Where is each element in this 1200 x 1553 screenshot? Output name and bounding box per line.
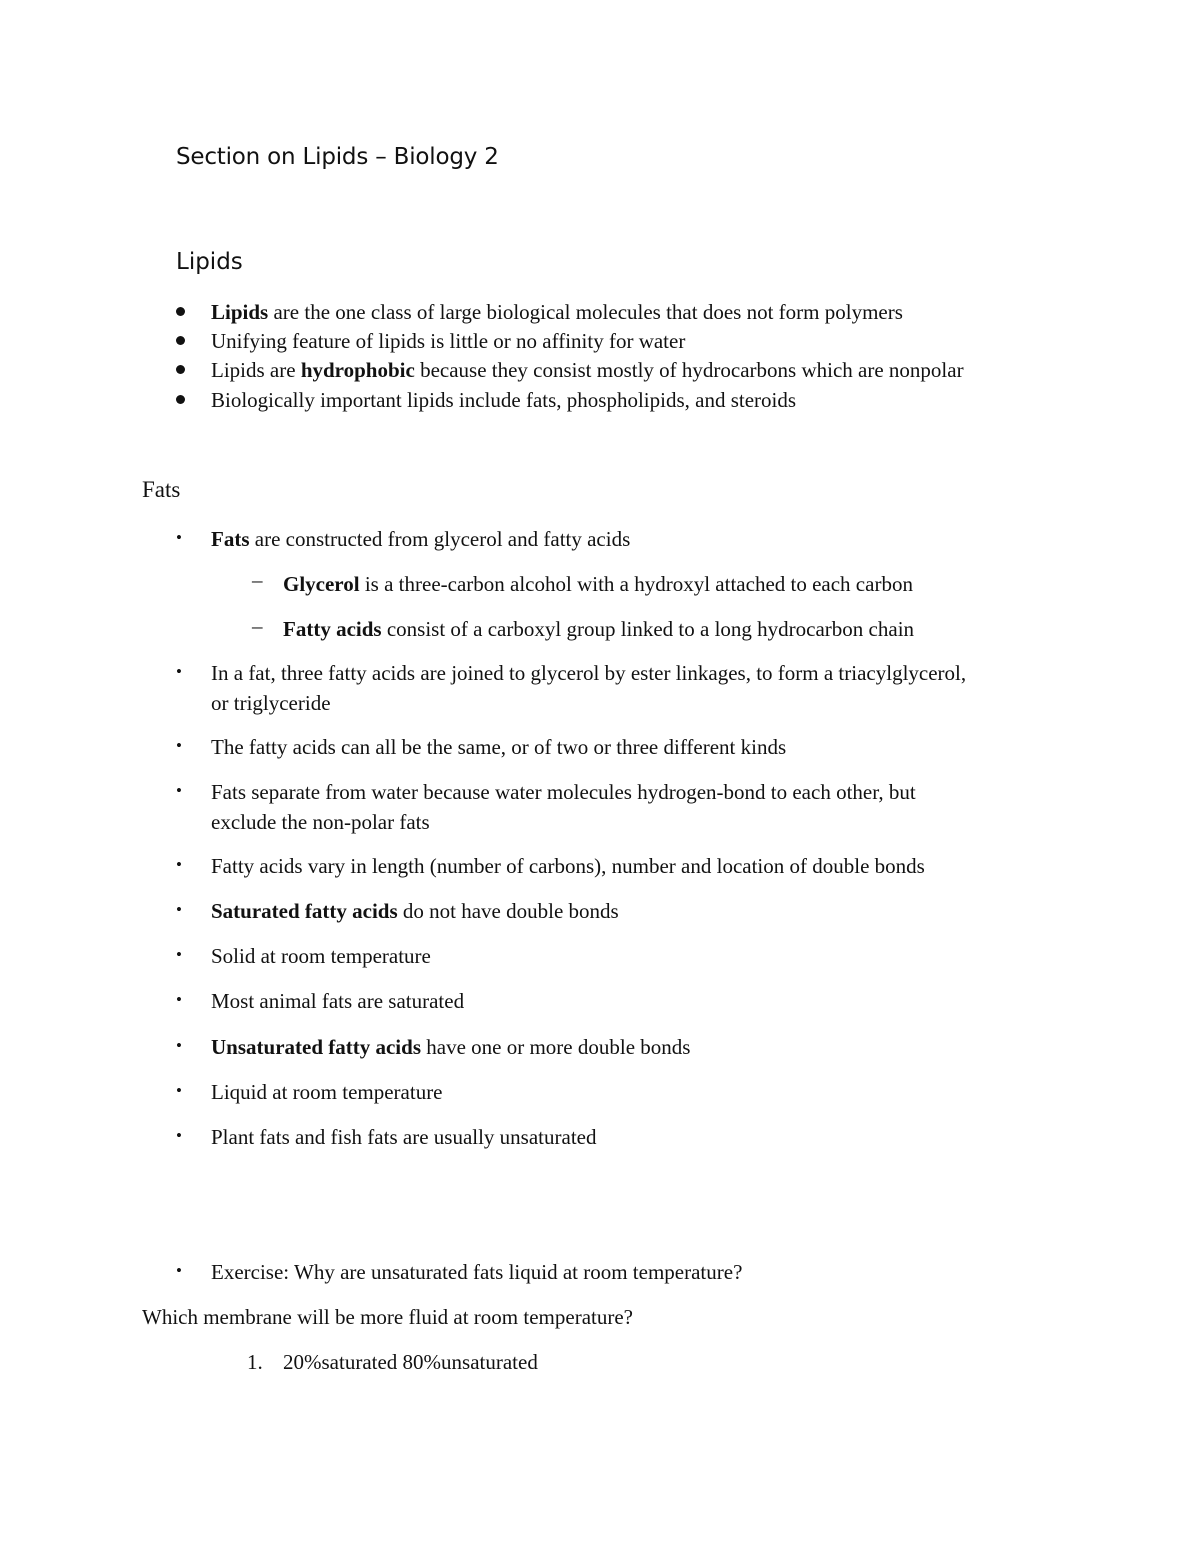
list-item xyxy=(211,986,464,1016)
item-text: Biologically important lipids include fats, phospholipids, and steroids xyxy=(211,388,797,412)
option-number: 1. xyxy=(247,1350,263,1374)
list-item xyxy=(211,1032,690,1062)
list-item xyxy=(211,385,796,415)
list-item xyxy=(211,1122,596,1152)
item-text: are the one class of large biological molecules that does not form polymers xyxy=(268,300,903,324)
sub-list-item xyxy=(283,614,914,644)
item-text: are constructed from glycerol and fatty acids xyxy=(249,527,631,551)
bold-term: hydrophobic xyxy=(300,358,415,382)
bullet-icon: • xyxy=(176,1036,182,1055)
list-item xyxy=(211,941,431,971)
item-text: do not have double bonds xyxy=(397,899,619,923)
list-item xyxy=(211,777,916,807)
list-item xyxy=(211,1077,443,1107)
page-title: Section on Lipids – Biology 2 xyxy=(176,144,499,170)
bullet-icon: • xyxy=(176,990,182,1009)
bold-term: Saturated fatty acids xyxy=(211,899,398,923)
item-text: Liquid at room temperature xyxy=(211,1080,443,1104)
bullet-icon: • xyxy=(176,945,182,964)
bullet-dot-icon xyxy=(176,307,185,316)
list-item xyxy=(211,297,903,327)
item-text: In a fat, three fatty acids are joined to glycerol by ester linkages, to form a triacylglycerol, xyxy=(211,661,967,685)
list-item xyxy=(211,658,966,688)
item-text: The fatty acids can all be the same, or of two or three different kinds xyxy=(211,735,787,759)
bullet-icon: • xyxy=(176,781,182,800)
bold-term: Lipids xyxy=(211,300,269,324)
item-text: Plant fats and fish fats are usually unsaturated xyxy=(211,1125,597,1149)
list-item xyxy=(211,524,630,554)
item-text: consist of a carboxyl group linked to a long hydrocarbon chain xyxy=(381,617,915,641)
bold-term: Unsaturated fatty acids xyxy=(211,1035,421,1059)
list-item xyxy=(211,355,964,385)
bullet-icon: • xyxy=(176,1081,182,1100)
bullet-dot-icon xyxy=(176,336,185,345)
list-item xyxy=(211,896,619,926)
bullet-icon: • xyxy=(176,855,182,874)
bullet-icon: • xyxy=(176,528,182,547)
bullet-icon: • xyxy=(176,1261,182,1280)
bold-term: Fats xyxy=(211,527,250,551)
item-text: Most animal fats are saturated xyxy=(211,989,465,1013)
item-text: Solid at room temperature xyxy=(211,944,431,968)
item-text: is a three-carbon alcohol with a hydroxyl attached to each carbon xyxy=(359,572,913,596)
bold-term: Fatty acids xyxy=(283,617,382,641)
item-text: Fats separate from water because water molecules hydrogen-bond to each other, but xyxy=(211,780,916,804)
item-text: because they consist mostly of hydrocarbons which are nonpolar xyxy=(414,358,964,382)
option-text: 20%saturated 80%unsaturated xyxy=(283,1350,538,1374)
bullet-icon: • xyxy=(176,900,182,919)
item-text: Lipids are xyxy=(211,358,301,382)
item-text: Unifying feature of lipids is little or no affinity for water xyxy=(211,329,686,353)
bullet-icon: • xyxy=(176,662,182,681)
bullet-icon: • xyxy=(176,1126,182,1145)
dash-icon: – xyxy=(252,568,263,592)
list-item xyxy=(211,326,685,356)
sub-list-item xyxy=(283,569,913,599)
list-item-continuation: exclude the non-polar fats xyxy=(211,810,430,834)
bullet-dot-icon xyxy=(176,365,185,374)
bold-term: Glycerol xyxy=(283,572,360,596)
exercise-item: Exercise: Why are unsaturated fats liquid at room temperature? xyxy=(211,1260,743,1284)
question-text: Which membrane will be more fluid at room temperature? xyxy=(142,1305,633,1329)
list-item-continuation: or triglyceride xyxy=(211,691,331,715)
lipids-heading: Lipids xyxy=(176,249,243,275)
dash-icon: – xyxy=(252,614,263,638)
bullet-dot-icon xyxy=(176,395,185,404)
fats-heading: Fats xyxy=(142,477,181,502)
item-text: Fatty acids vary in length (number of carbons), number and location of double bonds xyxy=(211,854,925,878)
item-text: have one or more double bonds xyxy=(421,1035,691,1059)
bullet-icon: • xyxy=(176,736,182,755)
list-item xyxy=(211,732,786,762)
list-item xyxy=(211,851,925,881)
